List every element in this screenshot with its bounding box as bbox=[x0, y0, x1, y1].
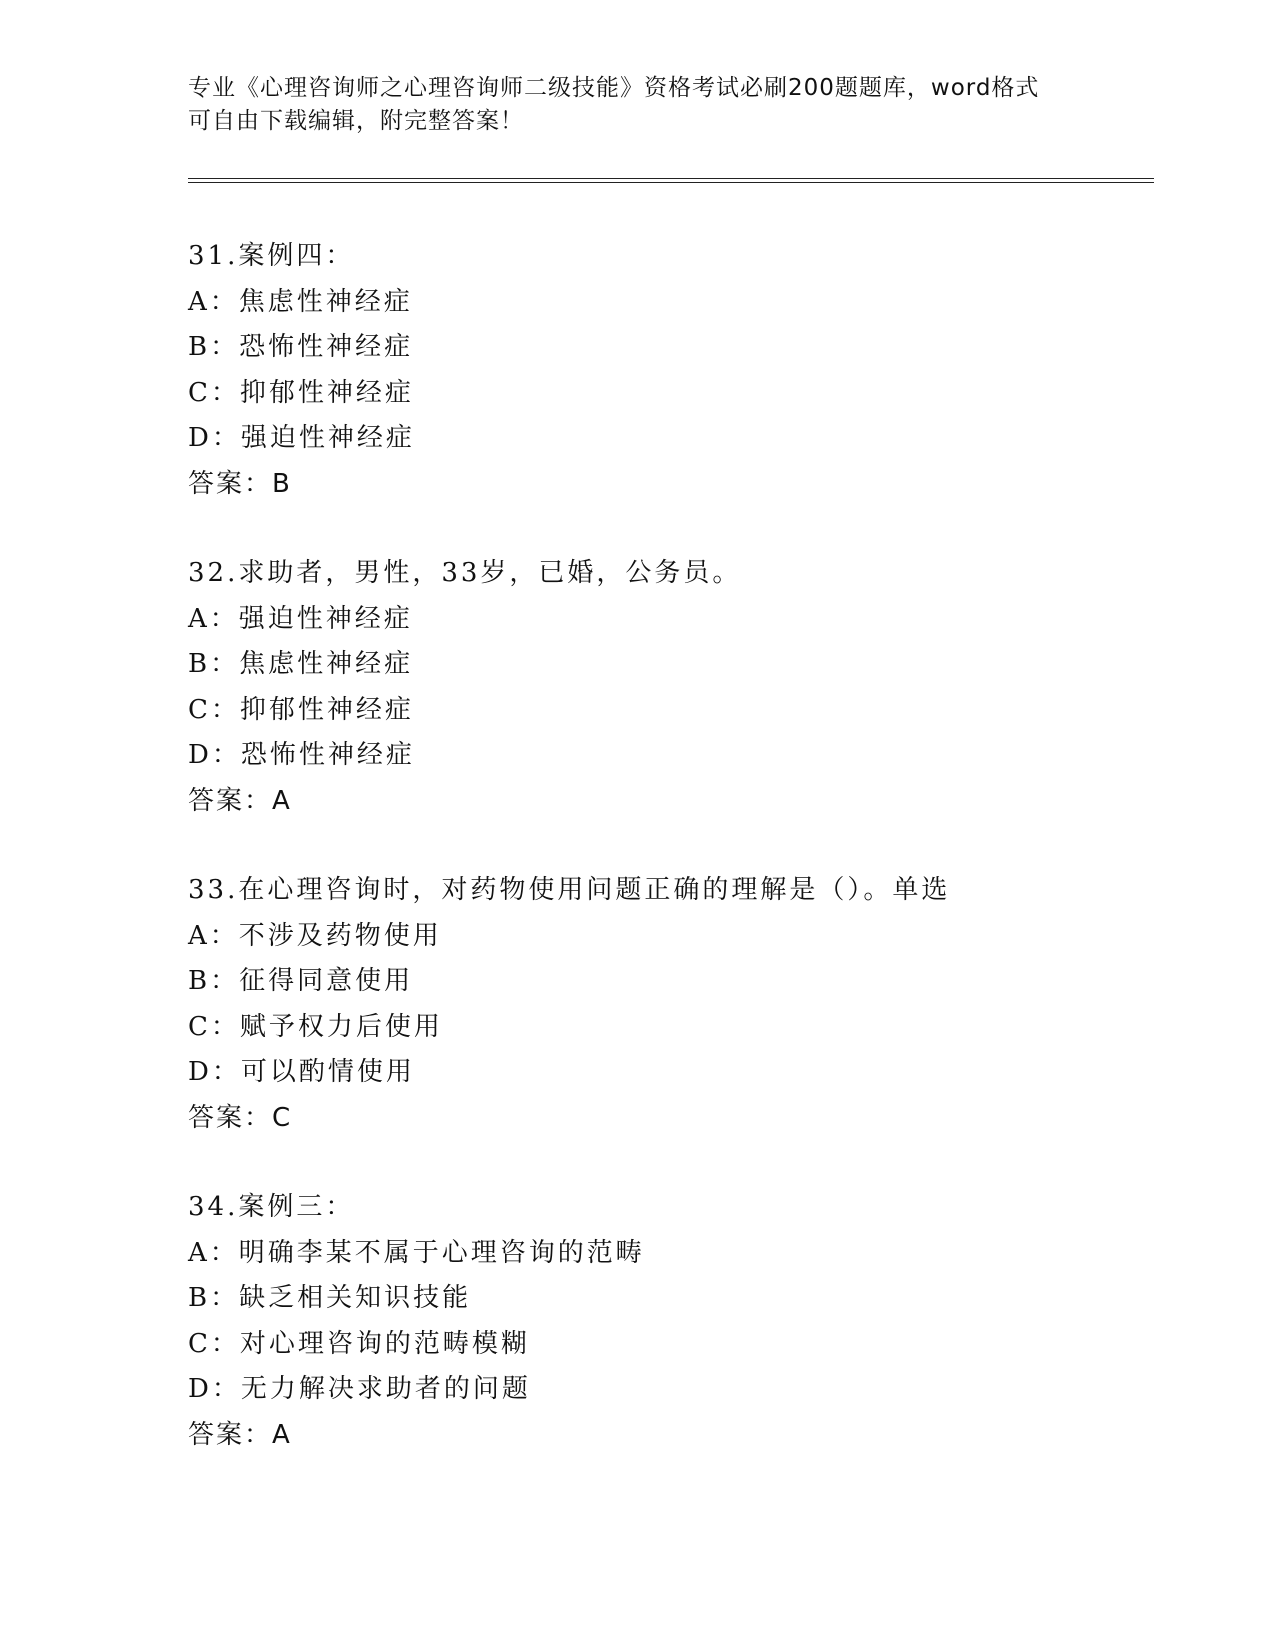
option-d: D：强迫性神经症 bbox=[188, 423, 415, 453]
option-c: C：抑郁性神经症 bbox=[188, 694, 414, 725]
option-a: A：不涉及药物使用 bbox=[188, 920, 442, 951]
option-a: A：强迫性神经症 bbox=[188, 603, 413, 634]
option-a: A：焦虑性神经症 bbox=[188, 286, 413, 317]
question-32 bbox=[188, 551, 1148, 824]
answer: 答案：C bbox=[188, 1102, 293, 1133]
header-divider bbox=[188, 178, 1154, 183]
question-stem: 34.案例三： bbox=[188, 1192, 355, 1222]
question-31 bbox=[188, 234, 1148, 507]
option-d: D：无力解决求助者的问题 bbox=[188, 1374, 531, 1404]
option-c: C：赋予权力后使用 bbox=[188, 1011, 443, 1042]
question-34 bbox=[188, 1185, 1148, 1458]
option-c: C：抑郁性神经症 bbox=[188, 377, 414, 408]
option-a: A：明确李某不属于心理咨询的范畴 bbox=[188, 1237, 645, 1268]
header-line-1: 专业《心理咨询师之心理咨询师二级技能》资格考试必刷200题题库，word格式 bbox=[188, 75, 1040, 101]
question-stem: 31.案例四： bbox=[188, 241, 355, 271]
option-c: C：对心理咨询的范畴模糊 bbox=[188, 1328, 530, 1359]
option-b: B：焦虑性神经症 bbox=[188, 649, 414, 679]
answer: 答案：A bbox=[188, 785, 292, 816]
question-stem: 32.求助者，男性，33岁，已婚，公务员。 bbox=[188, 558, 742, 588]
answer: 答案：B bbox=[188, 468, 292, 499]
question-stem: 33.在心理咨询时，对药物使用问题正确的理解是（）。单选 bbox=[188, 875, 951, 905]
option-b: B：恐怖性神经症 bbox=[188, 332, 414, 362]
option-d: D：恐怖性神经症 bbox=[188, 740, 415, 770]
option-b: B：征得同意使用 bbox=[188, 966, 414, 996]
option-b: B：缺乏相关知识技能 bbox=[188, 1283, 472, 1313]
question-33 bbox=[188, 868, 1148, 1141]
option-d: D：可以酌情使用 bbox=[188, 1057, 415, 1087]
answer: 答案：A bbox=[188, 1419, 292, 1450]
question-list bbox=[188, 234, 1148, 1502]
document-header bbox=[188, 72, 1088, 138]
header-line-2: 可自由下载编辑，附完整答案！ bbox=[188, 108, 524, 134]
